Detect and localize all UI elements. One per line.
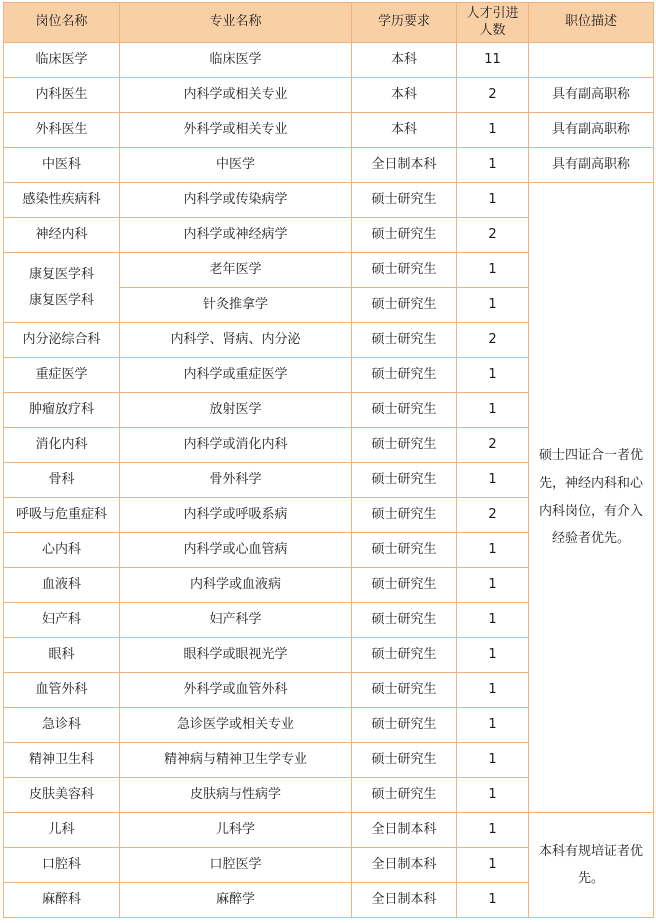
cell-major: 骨外科学 (120, 463, 352, 498)
cell-education: 硕士研究生 (352, 253, 457, 288)
cell-major: 妇产科学 (120, 603, 352, 638)
cell-position: 心内科 (4, 533, 120, 568)
cell-description: 具有副高职称 (529, 78, 654, 113)
cell-count: 2 (457, 78, 529, 113)
cell-description (529, 43, 654, 78)
table-row (4, 813, 654, 848)
cell-major: 临床医学 (120, 43, 352, 78)
cell-count: 1 (457, 288, 529, 323)
cell-major: 内科学或重症医学 (120, 358, 352, 393)
cell-count: 1 (457, 358, 529, 393)
cell-position: 中医科 (4, 148, 120, 183)
cell-education: 硕士研究生 (352, 708, 457, 743)
cell-count: 1 (457, 848, 529, 883)
cell-description: 具有副高职称 (529, 148, 654, 183)
cell-major: 精神病与精神卫生学专业 (120, 743, 352, 778)
cell-count: 2 (457, 218, 529, 253)
cell-major: 内科学或相关专业 (120, 78, 352, 113)
cell-position: 内分泌综合科 (4, 323, 120, 358)
cell-major: 老年医学 (120, 253, 352, 288)
recruitment-table (3, 2, 654, 918)
table-row (4, 148, 654, 183)
cell-position-merged (4, 253, 120, 323)
cell-education: 硕士研究生 (352, 498, 457, 533)
cell-count: 1 (457, 638, 529, 673)
cell-major: 外科学或相关专业 (120, 113, 352, 148)
cell-position: 口腔科 (4, 848, 120, 883)
cell-major: 内科学、肾病、内分泌 (120, 323, 352, 358)
cell-count: 1 (457, 778, 529, 813)
cell-education: 本科 (352, 78, 457, 113)
cell-major: 放射医学 (120, 393, 352, 428)
cell-count: 1 (457, 253, 529, 288)
cell-education: 全日制本科 (352, 813, 457, 848)
cell-position: 感染性疾病科 (4, 183, 120, 218)
cell-education: 硕士研究生 (352, 323, 457, 358)
cell-position: 外科医生 (4, 113, 120, 148)
cell-major: 眼科学或眼视光学 (120, 638, 352, 673)
cell-education: 硕士研究生 (352, 428, 457, 463)
cell-count: 1 (457, 603, 529, 638)
cell-major: 内科学或神经病学 (120, 218, 352, 253)
table-row (4, 183, 654, 218)
cell-position: 呼吸与危重症科 (4, 498, 120, 533)
cell-position: 重症医学 (4, 358, 120, 393)
cell-education: 本科 (352, 113, 457, 148)
cell-position: 神经内科 (4, 218, 120, 253)
cell-position: 肿瘤放疗科 (4, 393, 120, 428)
cell-position: 临床医学 (4, 43, 120, 78)
cell-position: 眼科 (4, 638, 120, 673)
cell-count: 1 (457, 113, 529, 148)
cell-position: 血管外科 (4, 673, 120, 708)
cell-education: 硕士研究生 (352, 638, 457, 673)
cell-education: 硕士研究生 (352, 218, 457, 253)
cell-position: 皮肤美容科 (4, 778, 120, 813)
cell-count: 1 (457, 533, 529, 568)
cell-major: 麻醉学 (120, 883, 352, 918)
cell-major: 针灸推拿学 (120, 288, 352, 323)
cell-description: 具有副高职称 (529, 113, 654, 148)
cell-count: 1 (457, 568, 529, 603)
cell-position: 消化内科 (4, 428, 120, 463)
cell-position: 急诊科 (4, 708, 120, 743)
cell-major: 口腔医学 (120, 848, 352, 883)
cell-count: 1 (457, 148, 529, 183)
cell-education: 硕士研究生 (352, 533, 457, 568)
cell-count: 11 (457, 43, 529, 78)
header-position: 岗位名称 (4, 3, 120, 43)
cell-count: 1 (457, 813, 529, 848)
cell-education: 硕士研究生 (352, 358, 457, 393)
merged-description-bachelor: 本科有规培证者优先。 (529, 813, 654, 918)
cell-position: 康复医学科 (28, 292, 94, 308)
table-row (4, 78, 654, 113)
cell-education: 硕士研究生 (352, 183, 457, 218)
cell-position: 骨科 (4, 463, 120, 498)
cell-education: 本科 (352, 43, 457, 78)
cell-position: 精神卫生科 (4, 743, 120, 778)
header-major: 专业名称 (120, 3, 352, 43)
cell-education: 硕士研究生 (352, 743, 457, 778)
cell-education: 硕士研究生 (352, 673, 457, 708)
cell-count: 1 (457, 708, 529, 743)
cell-major: 内科学或传染病学 (120, 183, 352, 218)
cell-count: 1 (457, 673, 529, 708)
cell-major: 儿科学 (120, 813, 352, 848)
cell-count: 2 (457, 323, 529, 358)
cell-position: 儿科 (4, 813, 120, 848)
header-description: 职位描述 (529, 3, 654, 43)
cell-education: 硕士研究生 (352, 288, 457, 323)
merged-description-masters: 硕士四证合一者优先，神经内科和心内科岗位，有介入经验者优先。 (529, 183, 654, 813)
cell-education: 全日制本科 (352, 883, 457, 918)
cell-education: 硕士研究生 (352, 393, 457, 428)
cell-major: 内科学或心血管病 (120, 533, 352, 568)
cell-education: 硕士研究生 (352, 778, 457, 813)
cell-count: 1 (457, 393, 529, 428)
cell-count: 2 (457, 428, 529, 463)
cell-count: 2 (457, 498, 529, 533)
header-education: 学历要求 (352, 3, 457, 43)
cell-count: 1 (457, 883, 529, 918)
cell-education: 全日制本科 (352, 148, 457, 183)
cell-position: 妇产科 (4, 603, 120, 638)
cell-major: 内科学或血液病 (120, 568, 352, 603)
cell-education: 硕士研究生 (352, 603, 457, 638)
cell-position: 血液科 (4, 568, 120, 603)
cell-major: 中医学 (120, 148, 352, 183)
cell-position: 康复医学科 (28, 266, 94, 282)
cell-major: 皮肤病与性病学 (120, 778, 352, 813)
cell-education: 硕士研究生 (352, 568, 457, 603)
cell-count: 1 (457, 743, 529, 778)
cell-position: 麻醉科 (4, 883, 120, 918)
cell-count: 1 (457, 463, 529, 498)
table-row (4, 43, 654, 78)
cell-position: 内科医生 (4, 78, 120, 113)
cell-education: 全日制本科 (352, 848, 457, 883)
cell-major: 内科学或消化内科 (120, 428, 352, 463)
cell-education: 硕士研究生 (352, 463, 457, 498)
cell-major: 急诊医学或相关专业 (120, 708, 352, 743)
header-count: 人才引进人数 (457, 3, 529, 43)
cell-major: 外科学或血管外科 (120, 673, 352, 708)
table-row (4, 113, 654, 148)
table-header-row (4, 3, 654, 43)
cell-count: 1 (457, 183, 529, 218)
cell-major: 内科学或呼吸系病 (120, 498, 352, 533)
